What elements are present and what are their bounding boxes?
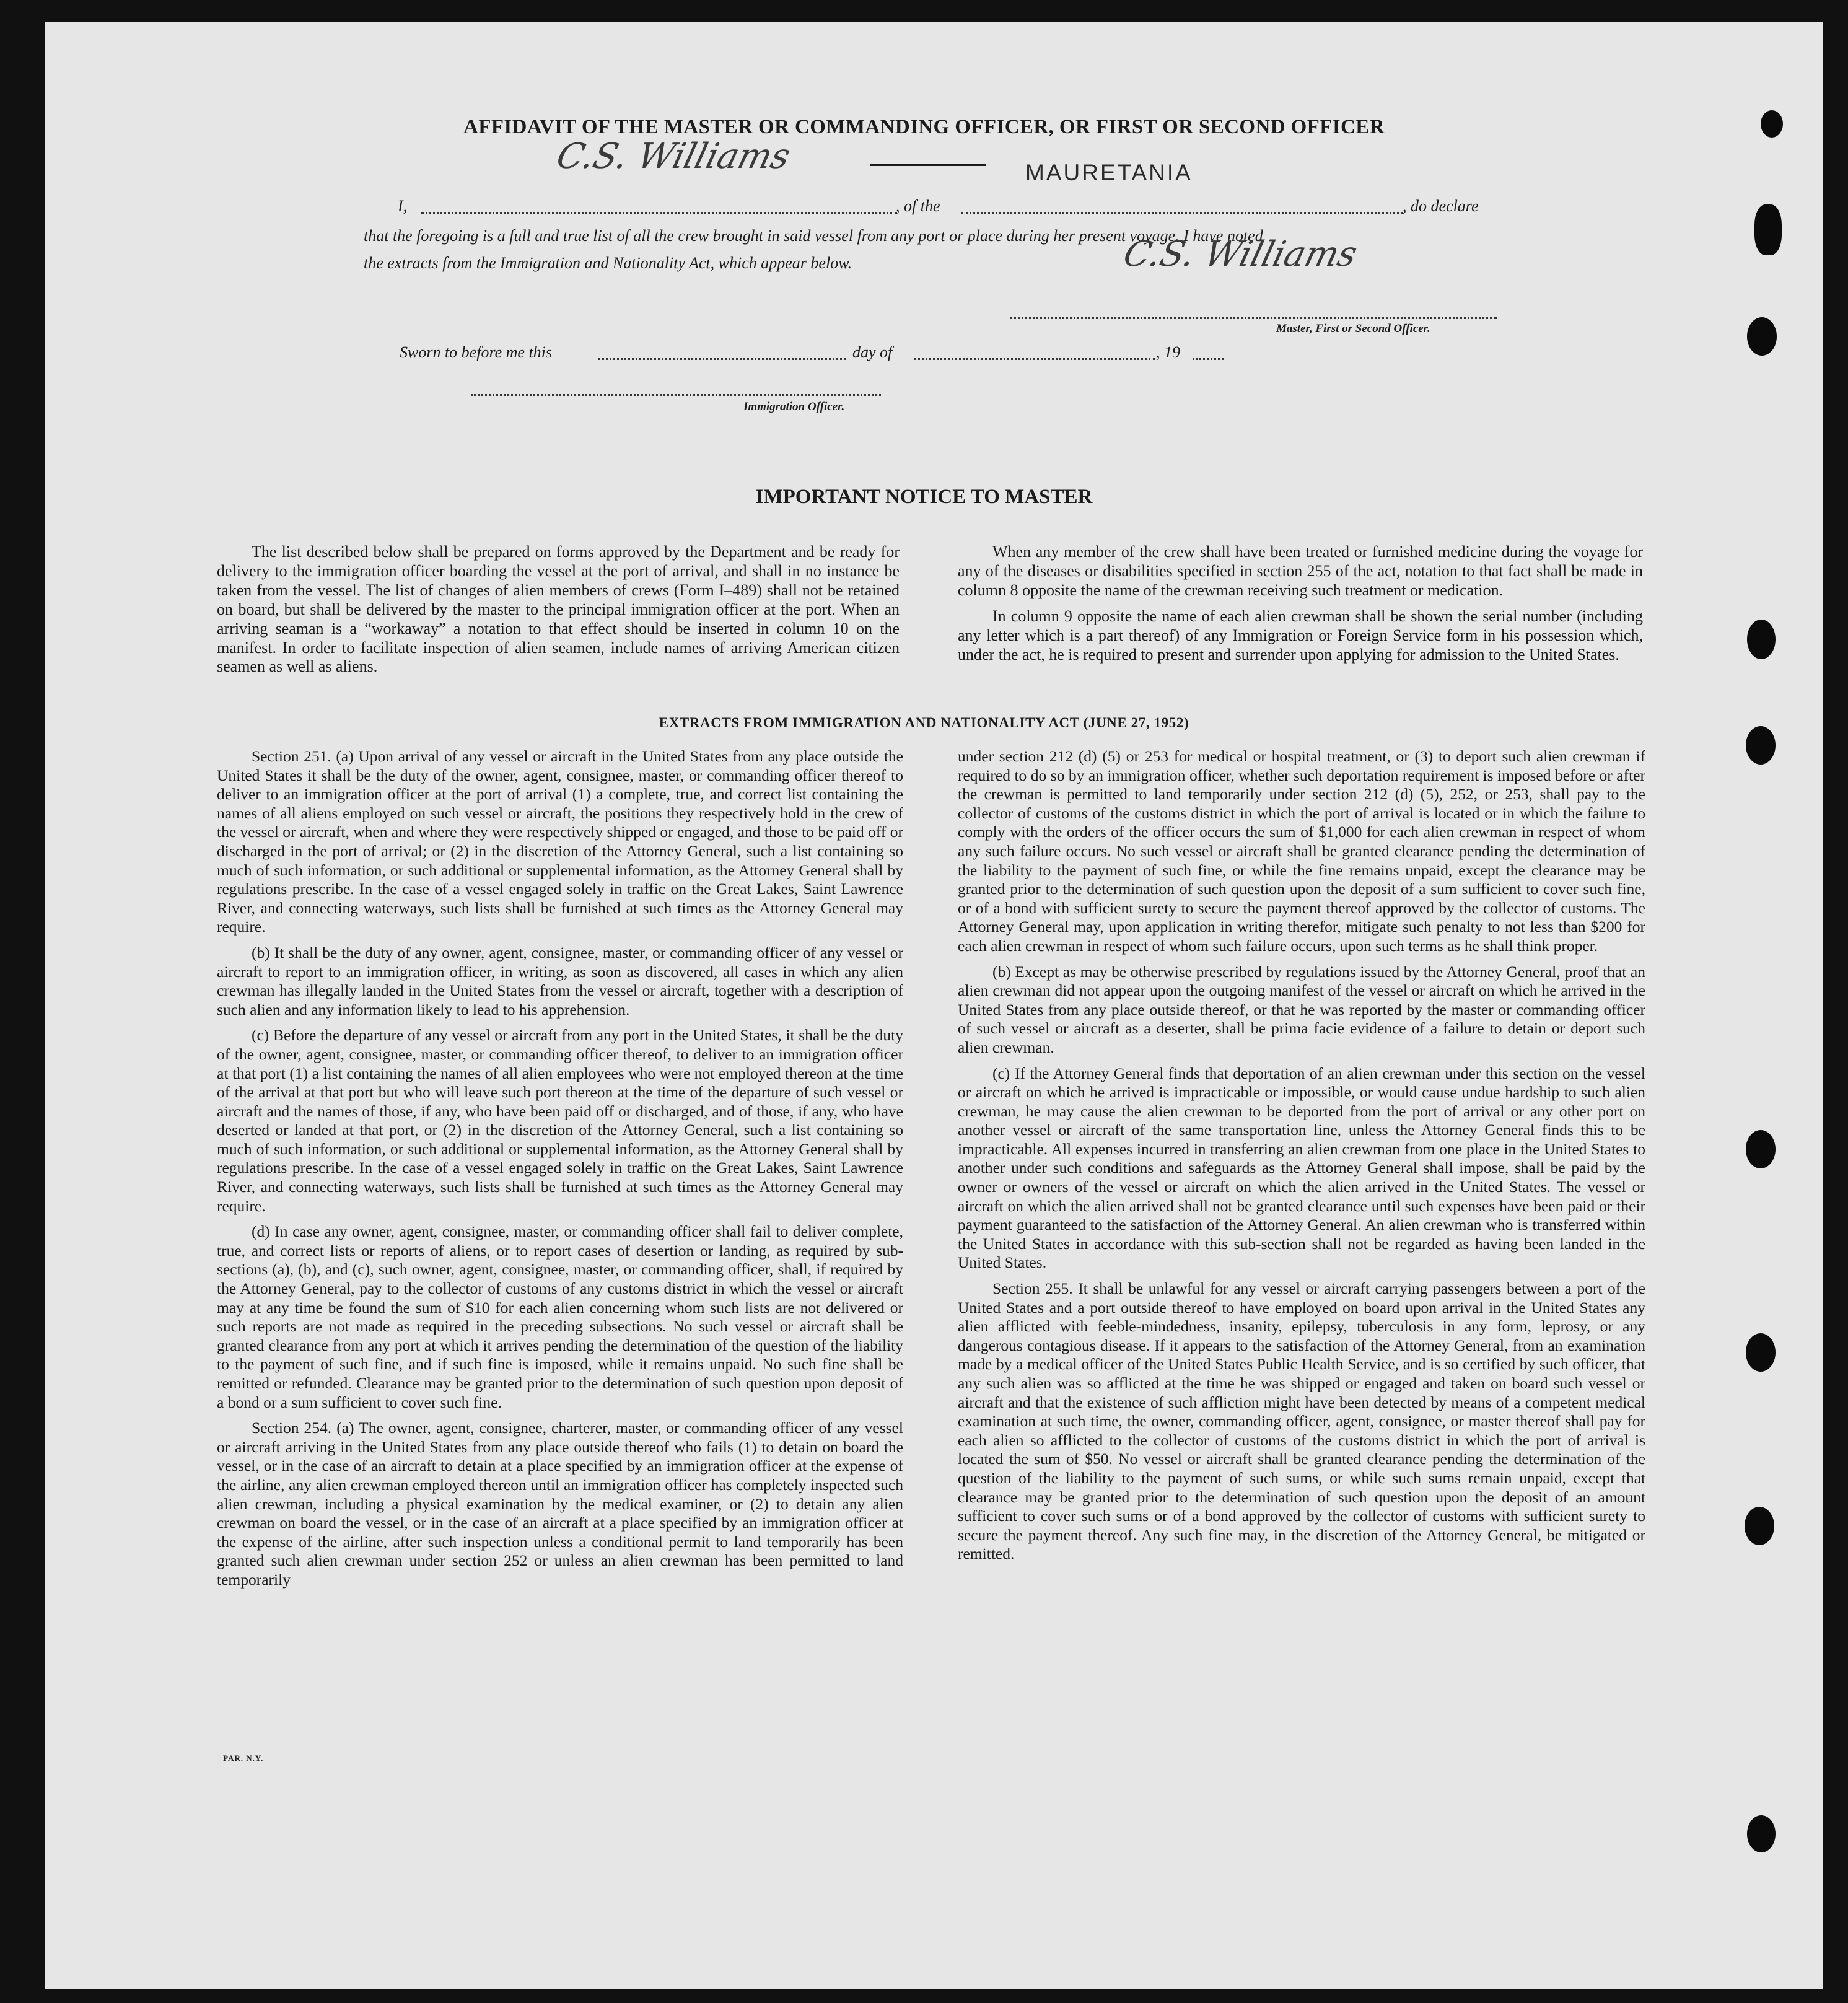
of-the-label: , of the [896,197,940,215]
sworn-month-line [914,358,1155,360]
binder-hole [1747,620,1776,659]
declarant-name-line [421,212,897,214]
signature-bottom: C.S. Williams [1119,234,1362,274]
binder-hole [1746,726,1776,765]
section-251-d: (d) In case any owner, agent, consignee, master, or commanding officer shall fail to deliver complete, true, and correct lists or reports of aliens, or to report cases of desertion or landing, as required by sub-sections (a), (b), and (c), such owner, agent, consignee, master, or commanding officer, shall, if required by the Attorney General, pay to the collector of customs of any customs district in which the vessel or aircraft may at any time be found the sum of $10 for each alien concerning whom such lists are not delivered or such reports are not made as required in the preceding subsections. No such vessel or aircraft shall be granted clearance from any port at which it arrives pending the determination of the question of the liability to the payment of such fine, and if such fine is imposed, while it remains unpaid. No such fine shall be remitted or refunded. Clearance may be granted prior to the determination of such question upon deposit of a bond or a sum sufficient to cover such fine. [217,1222,903,1411]
day-of-label: day of [852,343,893,361]
notice-right-paragraph-2: In column 9 opposite the name of each alien crewman shall be shown the serial number (including any letter which is a part thereof) of any Immigration or Foreign Service form in his possession which, under the act, he is required to present and surrender upon applying for admission to the United States. [958,607,1643,664]
master-caption: Master, First or Second Officer. [1276,322,1430,335]
section-251-c: (c) Before the departure of any vessel or aircraft from any port in the United States, it shall be the duty of the owner, agent, consignee, master, or commanding officer thereof, to deliver to an immigration officer at that port (1) a list containing the names of all alien employees who were not employed thereon at the time of the arrival at that port but who will leave such port thereon at the time of the departure of such vessel or aircraft and the names of those, if any, who have been paid off or discharged, and of those, if any, who have deserted or landed at that port, or (2) in the discretion of the Attorney General, such a list containing so much of such information, or such additional or supplemental information, as the Attorney General shall by regulations prescribe. In the case of a vessel engaged solely in traffic on the Great Lakes, Saint Lawrence River, and connecting waterways, such lists shall be furnished at such times as the Attorney General may require. [217,1026,903,1215]
do-declare-label: , do declare [1403,197,1479,215]
declarant-prefix: I, [398,197,408,215]
vessel-name-line [961,212,1403,214]
binder-hole [1747,1815,1776,1852]
extracts-left-column [217,747,903,1597]
section-254-a: Section 254. (a) The owner, agent, consignee, charterer, master, or commanding officer of any vessel or aircraft arriving in the United States from any place outside thereof who fails (1) to detain on board the vessel, or in the case of an aircraft to detain at a place specified by an immigration officer at the expense of the airline, any alien crewman employed thereon until an immigration officer has completely inspected such alien crewman, including a physical examination by the medical examiner, or (2) to detain any alien crewman on board the vessel, or in the case of an aircraft at a place specified by an immigration officer at the expense of the airline, after such inspection unless a conditional permit to land temporarily has been granted such alien crewman under section 252 or unless an alien crewman has been permitted to land temporarily [217,1419,903,1589]
section-251-b: (b) It shall be the duty of any owner, agent, consignee, master, or commanding officer of any vessel or aircraft to report to an immigration officer, in writing, as soon as discovered, all cases in which any alien crewman has illegally landed in the United States from the vessel or aircraft, together with a description of such alien and any information likely to lead to his apprehension. [217,943,903,1019]
year-label: , 19 [1156,343,1180,361]
notice-heading: IMPORTANT NOTICE TO MASTER [755,486,1093,508]
extracts-right-column [958,747,1645,1571]
sworn-year-line [1193,358,1224,360]
notice-left-paragraph: The list described below shall be prepared on forms approved by the Department and be ready for delivery to the immigration officer boarding the vessel at the port of arrival, and shall in no instance be taken from the vessel. The list of changes of alien members of crews (Form I–489) shall not be retained on board, but shall be delivered by the master to the principal immigration officer at the port. When an arriving seaman is a “workaway” a notation to that effect should be inserted in column 10 on the manifest. In order to facilitate inspection of alien seamen, include names of arriving American citizen seamen as well as aliens. [217,543,900,676]
section-251-a: Section 251. (a) Upon arrival of any vessel or aircraft in the United States from any place outside the United States it shall be the duty of the owner, agent, consignee, master, or commanding officer thereof to deliver to an immigration officer at the port of arrival (1) a complete, true, and correct list containing the names of all aliens employed on such vessel or aircraft, the positions they respectively hold in the crew of the vessel or aircraft, when and where they were respectively shipped or engaged, and those to be paid off or discharged in the port of arrival; or (2) in the discretion of the Attorney General, such a list containing so much of such information, or such additional or supplemental information, as the Attorney General shall by regulations prescribe. In the case of a vessel engaged solely in traffic on the Great Lakes, Saint Lawrence River, and connecting waterways, such lists shall be furnished at such times as the Attorney General may require. [217,747,903,936]
notice-left-column [217,543,900,683]
binder-hole [1745,1507,1774,1545]
section-254-a-cont: under section 212 (d) (5) or 253 for medical or hospital treatment, or (3) to deport such alien crewman if required to do so by an immigration officer, whether such deportation requirement is imposed before or after the crewman is permitted to land temporarily under section 212 (d) (5), 252, or 253, shall pay to the collector of customs of the customs district in which the port of arrival is located or in which the failure to comply with the orders of the officer occurs the sum of $1,000 for each alien crewman in respect of whom any such failure occurs. No such vessel or aircraft shall be granted clearance pending the determination of the liability to the payment of such fine, or while the fine remains unpaid, except the clearance may be granted prior to the determination of such question upon the deposit of a sum sufficient to cover such fine, or of a bond with sufficient surety to secure the payment thereof approved by the collector of customs. The Attorney General may, upon application in writing therefor, mitigate such penalty to not less than $200 for each alien crewman in respect of whom such failure occurs, upon such terms as he shall think proper. [958,747,1645,955]
notice-right-column [958,543,1643,671]
section-255: Section 255. It shall be unlawful for any vessel or aircraft carrying passengers between a port of the United States and a port outside thereof to have employed on board upon arrival in the United States any alien afflicted with feeble-mindedness, insanity, epilepsy, tuberculosis in any form, leprosy, or any dangerous contagious disease. If it appears to the satisfaction of the Attorney General, from an examination made by a medical officer of the United States Public Health Service, and is so certified by such officer, that any such alien was so afflicted at the time he was shipped or engaged and taken on board such vessel or aircraft and that the existence of such affliction might have been detected by means of a competent medical examination at such time, the owner, commanding officer, agent, consignee, or master thereof shall pay for each alien so afflicted to the collector of customs of the customs district in which the port of arrival is located the sum of $50. No vessel or aircraft shall be granted clearance pending the determination of the question of the liability to the payment of such sums, or while such sums remain unpaid, except that clearance may be granted prior to the determination of such question upon the deposit of an amount sufficient to cover such sums or of a bond approved by the collector of customs with sufficient surety to secure the payment thereof. Any such fine may, in the discretion of the Attorney General, be mitigated or remitted. [958,1279,1645,1563]
extracts-heading: EXTRACTS FROM IMMIGRATION AND NATIONALITY ACT (JUNE 27, 1952) [659,715,1189,730]
notice-right-paragraph-1: When any member of the crew shall have been treated or furnished medicine during the voyage for any of the diseases or disabilities specified in section 255 of the act, notation to that fact shall be made in column 8 opposite the name of the crewman receiving such treatment or medication. [958,543,1643,599]
signature-top: C.S. Williams [552,136,795,177]
section-254-c: (c) If the Attorney General finds that deportation of an alien crewman under this section on the vessel or aircraft on which he arrived is impracticable or impossible, or would cause undue hardship to such alien crewman, he may cause the alien crewman to be deported from the port of arrival or any other port on another vessel or aircraft of the same transportation line, unless the Attorney General finds this to be impracticable. All expenses incurred in transferring an alien crewman from one place in the United States to another under such conditions and safeguards as the Attorney General shall impose, shall be paid by the owner or owners of the vessel or aircraft on which the alien arrived in the United States. The vessel or aircraft on which the alien arrived shall not be granted clearance until such expenses have been paid or their payment guaranteed to the satisfaction of the Attorney General. An alien crewman who is transferred within the United States in accordance with this sub-section shall not be regarded as having been landed in the United States. [958,1064,1645,1272]
declaration-line-3: the extracts from the Immigration and Nationality Act, which appear below. [364,254,852,272]
binder-hole [1747,317,1777,356]
sworn-date-line [598,358,846,360]
affidavit-title: AFFIDAVIT OF THE MASTER OR COMMANDING OFFICER, OR FIRST OR SECOND OFFICER [463,116,1385,138]
binder-hole [1746,1333,1776,1372]
officer-caption: Immigration Officer. [743,400,845,413]
vessel-name-stamp: MAURETANIA [1025,160,1193,185]
sworn-prefix: Sworn to before me this [400,343,553,361]
printer-mark: PAR. N.Y. [223,1753,264,1763]
section-254-b: (b) Except as may be otherwise prescribed by regulations issued by the Attorney General, proof that an alien crewman did not appear upon the outgoing manifest of the vessel or aircraft on which he arrived in the United States from any place outside thereof, or that he was reported by the master or commanding officer of such vessel or aircraft as a deserter, shall be prima facie evidence of a failure to detain or deport such alien crewman. [958,962,1645,1056]
title-rule [870,164,986,166]
master-signature-line [1010,317,1497,319]
binder-hole [1746,1130,1776,1168]
declaration-line-2: that the foregoing is a full and true list of all the crew brought in said vessel from any port or place during her present voyage. I have noted [364,227,1263,245]
binder-hole [1754,204,1782,255]
officer-signature-line [471,394,881,396]
